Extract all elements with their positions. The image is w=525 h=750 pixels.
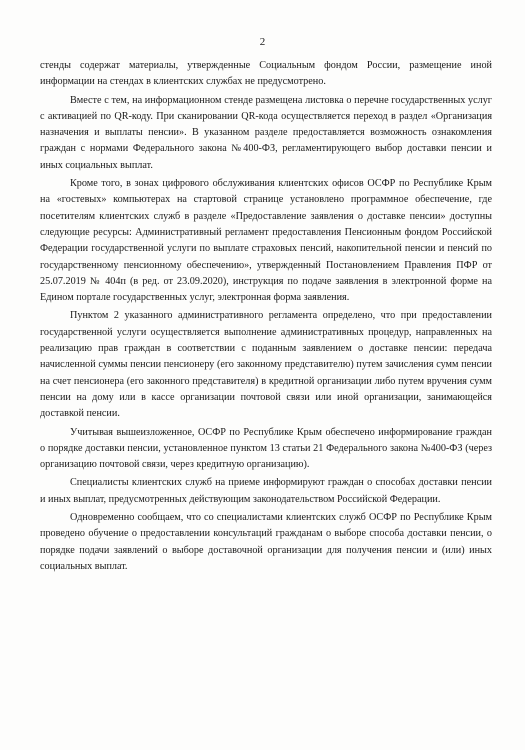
- paragraph-informing-citizens: Учитывая вышеизложенное, ОСФР по Республике Крым обеспечено информирование граждан о порядке доставки пенсии, установленное пунктом 13 статьи 21 Федерального закона №400-ФЗ (через организацию почтовой связи, через кредитную организацию).: [40, 426, 492, 471]
- paragraph-training-conducted: Одновременно сообщаем, что со специалистами клиентских служб ОСФР по Республике Крым проведено обучение о предоставлении консультаций гражданам о выборе способа доставки пенсии, о порядке подачи заявлений о выборе доставочной организации для получения пенсии и (или) иных социальных выплат.: [40, 512, 492, 572]
- paragraph-digital-service-zones: Кроме того, в зонах цифрового обслуживания клиентских офисов ОСФР по Республике Крым на «гостевых» компьютерах на стартовой странице установлено программное обеспечение, где посетителям клиентских служб в разделе «Предоставление заявления о доставке пенсии» доступны следующие ресурсы: Административный регламент предоставления Пенсионным фондом Российской Федерации государственной услуги по выплате страховых пенсий, накопительной пенсии и пенсий по государственному пенсионному обеспечению», утвержденный Постановлением Правления ПФР от 25.07.2019 № 404п (в ред. от 23.09.2020), инструкция по подаче заявления в электронной форме на Едином портале государственных услуг, электронная форма заявления.: [40, 178, 492, 304]
- page-number: 2: [259, 36, 266, 48]
- paragraph-specialists-inform: Специалисты клиентских служб на приеме информируют граждан о способах доставки пенсии и иных выплат, предусмотренных действующим законодательством Российской Федерации.: [40, 477, 492, 505]
- paragraph-stands-continuation: стенды содержат материалы, утвержденные Социальным фондом России, размещение иной информации на стендах в клиентских службах не предусмотрено.: [40, 60, 492, 88]
- paragraph-regulation-point-2: Пунктом 2 указанного административного регламента определено, что при предоставлении государственной услуги осуществляется выполнение административных процедур, направленных на реализацию прав граждан в соответствии с поданным заявлением о доставке пенсии: передача начисленной суммы пенсии пенсионеру (его законному представителю) путем зачисления сумм пенсии на счет пенсионера (его законного представителя) в кредитной организации либо путем вручения сумм пенсии на дому или в кассе организации почтовой связи или иной организации, занимающейся доставкой пенсии.: [40, 310, 492, 420]
- document-body: [40, 58, 492, 577]
- paragraph-qr-code-leaflet: Вместе с тем, на информационном стенде размещена листовка о перечне государственных услуг с активацией по QR-коду. При сканировании QR-кода осуществляется переход в раздел «Организация назначения и выплаты пенсии». В указанном разделе предоставляется возможность ознакомления граждан с нормами Федерального закона №400-ФЗ, регламентирующего выбор доставки пенсии и иных социальных выплат.: [40, 94, 492, 171]
